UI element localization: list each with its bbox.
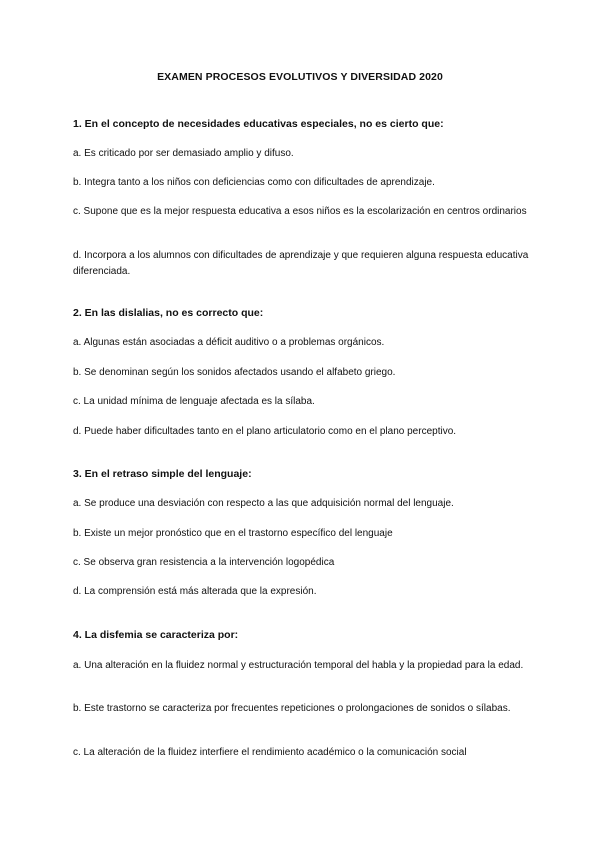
- question-3-option-c: c. Se observa gran resistencia a la intervención logopédica: [73, 557, 335, 568]
- question-2-option-a: a. Algunas están asociadas a déficit auditivo o a problemas orgánicos.: [73, 337, 385, 348]
- question-3-heading: 3. En el retraso simple del lenguaje:: [73, 468, 252, 480]
- question-1-option-c: c. Supone que es la mejor respuesta educativa a esos niños es la escolarización en centros ordinarios: [73, 206, 527, 217]
- question-4-option-a: a. Una alteración en la fluidez normal y estructuración temporal del habla y la propiedad para la edad.: [73, 660, 524, 671]
- question-4-heading: 4. La disfemia se caracteriza por:: [73, 629, 239, 641]
- question-3-option-a: a. Se produce una desviación con respecto a las que adquisición normal del lenguaje.: [73, 498, 454, 509]
- question-2-option-d: d. Puede haber dificultades tanto en el plano articulatorio como en el plano perceptivo.: [73, 426, 457, 437]
- question-2-option-b: b. Se denominan según los sonidos afectados usando el alfabeto griego.: [73, 367, 396, 378]
- question-4-option-b: b. Este trastorno se caracteriza por frecuentes repeticiones o prolongaciones de sonidos o sílabas.: [73, 703, 511, 714]
- question-1-option-a: a. Es criticado por ser demasiado amplio y difuso.: [73, 148, 294, 159]
- question-1-option-d: d. Incorpora a los alumnos con dificultades de aprendizaje y que requieren alguna respuesta educativa diferenciada.: [73, 250, 529, 277]
- question-1-heading: 1. En el concepto de necesidades educativas especiales, no es cierto que:: [73, 118, 444, 130]
- question-2-option-c: c. La unidad mínima de lenguaje afectada es la sílaba.: [73, 396, 315, 407]
- document-title: EXAMEN PROCESOS EVOLUTIVOS Y DIVERSIDAD 2020: [157, 71, 443, 83]
- question-1-option-b: b. Integra tanto a los niños con deficiencias como con dificultades de aprendizaje.: [73, 177, 435, 188]
- question-2-heading: 2. En las dislalias, no es correcto que:: [73, 307, 264, 319]
- question-3-option-d: d. La comprensión está más alterada que la expresión.: [73, 586, 317, 597]
- question-3-option-b: b. Existe un mejor pronóstico que en el trastorno específico del lenguaje: [73, 528, 393, 539]
- question-4-option-c: c. La alteración de la fluidez interfiere el rendimiento académico o la comunicación social: [73, 747, 467, 758]
